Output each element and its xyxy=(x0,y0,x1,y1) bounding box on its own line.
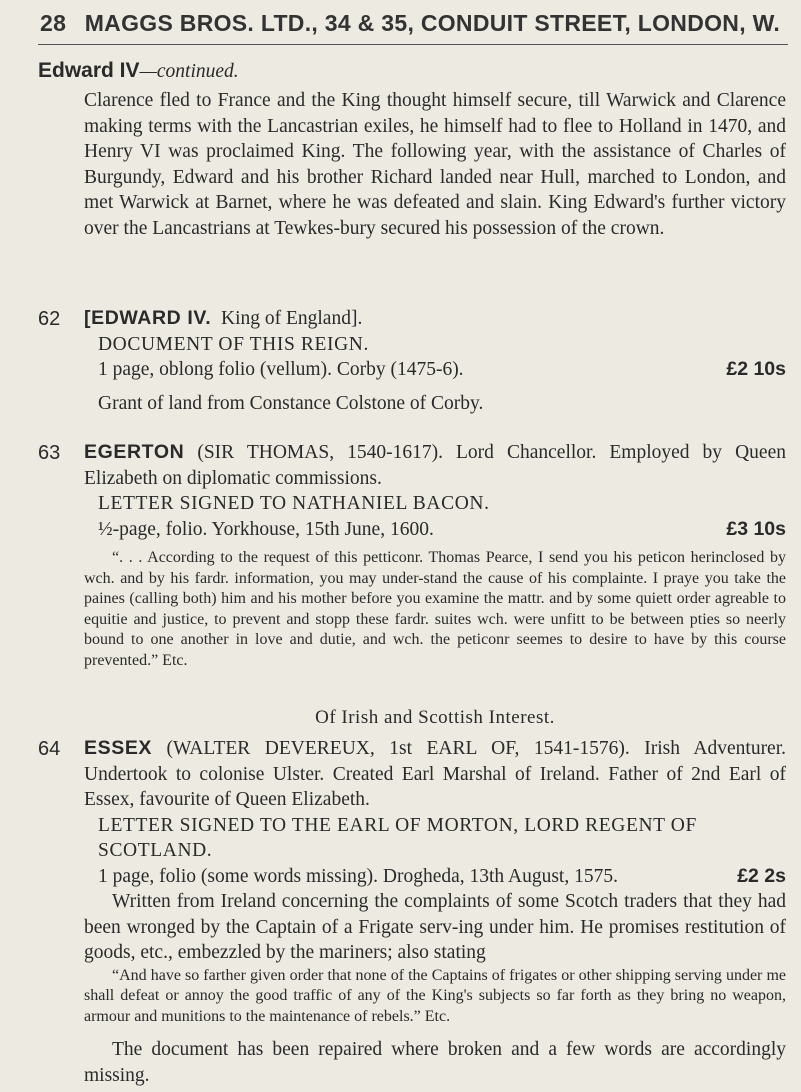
lot-number-62: 62 xyxy=(38,308,61,330)
lot-62-price: £2 10s xyxy=(726,358,786,380)
page-number: 28 xyxy=(40,10,67,36)
continued-heading-suffix: —continued. xyxy=(139,61,239,82)
lot-63-desc: ½-page, folio. Yorkhouse, 15th June, 1600. xyxy=(98,518,434,540)
lot-63-name: EGERTON xyxy=(84,441,185,463)
lot-64-name: ESSEX xyxy=(84,737,153,759)
lot-63-intro: (SIR THOMAS, 1540-1617). Lord Chancellor. Employed by Queen Elizabeth on diplomatic commissions. xyxy=(84,442,786,489)
lot-number-64: 64 xyxy=(38,738,61,760)
lot-63-quote: “. . . According to the request of this petticonr. Thomas Pearce, I send you his peticon herinclosed by wch. and by his fardr. information, you may under-stand the cause of his complainte. I praye you take the paines (calling both) him and his mother before you examine the mattr. and by some quiett order agreable to equitie and justice, to prevent and stopp these fardr. suites wch. were unfitt to be between pties so neerly bound to one another in love and dutie, and wch. the peticonr seemes to desire to have by this course prevented.” Etc. xyxy=(84,549,786,669)
lot-62-title: DOCUMENT OF THIS REIGN. xyxy=(98,333,369,355)
lot-63-title: LETTER SIGNED TO NATHANIEL BACON. xyxy=(98,493,490,514)
lot-63 xyxy=(84,440,786,671)
lot-64-title: LETTER SIGNED TO THE EARL OF MORTON, LORD REGENT OF SCOTLAND. xyxy=(98,814,697,861)
section-heading: Of Irish and Scottish Interest. xyxy=(315,707,555,728)
lot-63-price: £3 10s xyxy=(726,517,786,540)
lot-64-quote: “And have so farther given order that none of the Captains of frigates or other shipping serving under me shall defeat or annoy the good traffic of any of the King's subjects so far forth as they bring no weapon, armour and munitions to the maintenance of rebels.” Etc. xyxy=(84,966,786,1025)
continued-text: Clarence fled to France and the King thought himself secure, till Warwick and Clarence making terms with the Lancastrian exiles, he himself had to flee to Holland in 1470, and Henry VI was proclaimed King. The following year, with the assistance of Charles of Burgundy, Edward and his brother Richard landed near Hull, marched to London, and met Warwick at Barnet, where he was defeated and slain. King Edward's further victory over the Lancastrians at Tewkes-bury secured his possession of the crown. xyxy=(84,90,786,239)
header-rule xyxy=(38,44,788,45)
continued-heading-name: Edward IV xyxy=(38,59,140,82)
page-header xyxy=(40,10,780,37)
lot-62-note: Grant of land from Constance Colstone of Corby. xyxy=(98,392,484,414)
continued-heading xyxy=(38,58,788,85)
lot-64-desc: 1 page, folio (some words missing). Drogheda, 13th August, 1575. xyxy=(98,865,618,887)
header-title: MAGGS BROS. LTD., 34 & 35, CONDUIT STREET, LONDON, W. xyxy=(84,10,781,36)
lot-number-63: 63 xyxy=(38,442,61,464)
lot-64-para1: Written from Ireland concerning the complaints of some Scotch traders that they had been wronged by the Captain of a Frigate serv-ing under him. He promises restitution of goods, etc., embezzled by the mariners; also stating xyxy=(84,891,786,963)
lot-64-para2: The document has been repaired where broken and a few words are accordingly missing. xyxy=(84,1039,786,1086)
lot-62-name: [EDWARD IV. xyxy=(84,307,212,329)
lot-62-desc: 1 page, oblong folio (vellum). Corby (1475-6). xyxy=(98,359,464,380)
lot-64 xyxy=(84,736,786,1088)
lot-64-intro: (WALTER DEVEREUX, 1st EARL OF, 1541-1576). Irish Adventurer. Undertook to colonise Ulster. Created Earl Marshal of Ireland. Father of 2nd Earl of Essex, favourite of Queen Elizabeth. xyxy=(84,738,787,810)
lot-62 xyxy=(84,306,786,416)
lot-64-price: £2 2s xyxy=(737,864,786,887)
lot-62-intro: King of England]. xyxy=(220,308,363,329)
